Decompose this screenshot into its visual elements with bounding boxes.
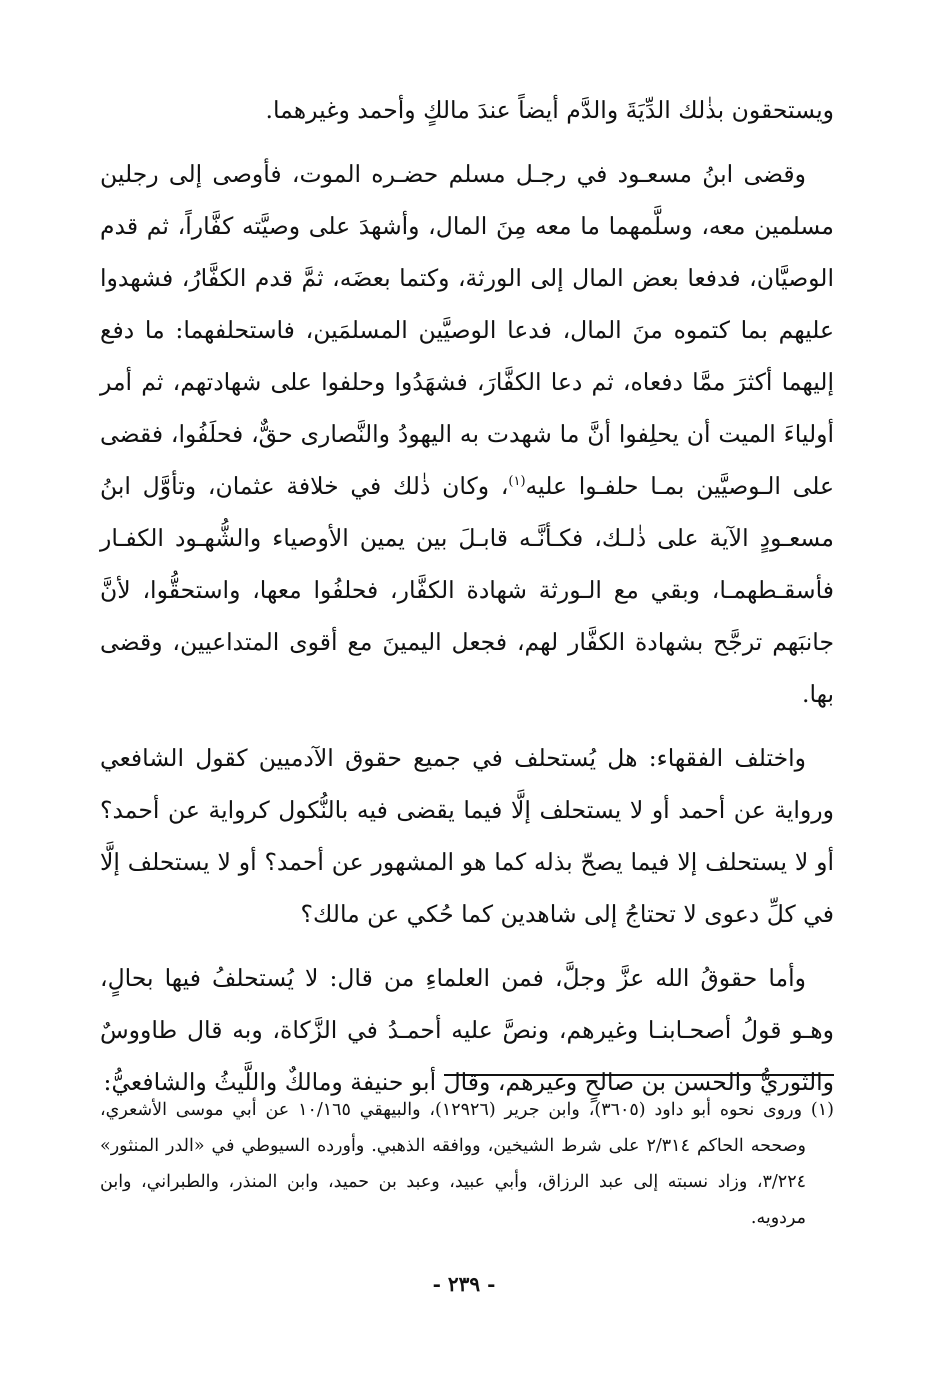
paragraph-3 [100,732,834,940]
footnote-marker: (١) [508,474,526,490]
paragraph-2-text: وقضى ابنُ مسعـود في رجـل مسلم حضـره الموت، فأوصى إلى رجلين مسلمين معه، وسلَّمهما ما معه مِنَ المال، وأشهدَ على وصيَّته كفَّاراً، ثم قدم الوصيَّان، فدفعا بعض المال إلى الورثة، وكتما بعضَه، ثمَّ قدم الكفَّارُ، فشهدوا عليهم بما كتموه منَ المال، فدعا الوصيَّين المسلمَين، فاستحلفهما: ما دفع إليهما أكثرَ ممَّا دفعاه، ثم دعا الكفَّارَ، فشهَدُوا وحلفوا على شهادتهم، ثم أمر أولياءَ الميت أن يحلِفوا أنَّ ما شهدت به اليهودُ والنَّصارى حقٌّ، فحلَفُوا، فقضى على الـوصيَّين بمـا حلفـوا عليه [100,160,835,500]
footnote-divider [444,1074,834,1076]
page-number: - ٢٣٩ - [432,1272,496,1296]
paragraph-1 [100,84,834,136]
paragraph-2-continued-text: ، وكان ذٰلك في خلافة عثمان، وتأوَّل ابنُ مسعـودٍ الآية على ذٰلـك، فكـأنَّـه قابـلَ بين يمين الأوصياء والشُّهـود الكفـار فأسقـطهمـا، وبقي مع الـورثة شهادة الكفَّار، فحلفُوا معها، واستحقُّوا، لأنَّ جانبَهم ترجَّح بشهادة الكفَّار لهم، فجعل اليمينَ مع أقوى المتداعيين، وقضى بها. [100,472,834,708]
paragraph-4-text: وأما حقوقُ الله عزَّ وجلَّ، فمن العلماءِ من قال: لا يُستحلفُ فيها بحالٍ، وهـو قولُ أصحـابنـا وغيرهم، ونصَّ عليه أحمـدُ في الزَّكاة، وبه قال طاووسٌ والثوريُّ والحسن بن صالحٍ وغيرهم، وقال أبو حنيفة ومالكٌ واللَّيثُ والشافعيُّ: [100,964,834,1096]
paragraph-1-text: ويستحقون بذٰلك الدِّيَةَ والدَّم أيضاً عندَ مالكٍ وأحمد وغيرهما. [265,96,834,124]
main-text [100,84,834,1108]
paragraph-2 [100,148,834,720]
paragraph-3-text: واختلف الفقهاء: هل يُستحلف في جميع حقوق الآدميين كقول الشافعي ورواية عن أحمد أو لا يستحلف إلَّا فيما يقضى فيه بالنُّكول كرواية عن أحمد؟ أو لا يستحلف إلا فيما يصحّ بذله كما هو المشهور عن أحمد؟ أو لا يستحلف إلَّا في كلِّ دعوى لا تحتاجُ إلى شاهدين كما حُكي عن مالك؟ [100,744,834,928]
footnotes [100,1092,834,1236]
paragraph-4 [100,952,834,1108]
footnote-1: (١) وروى نحوه أبو داود (٣٦٠٥)، وابن جرير (١٢٩٢٦)، والبيهقي ١٠/١٦٥ عن أبي موسى الأشعري، وصححه الحاكم ٢/٣١٤ على شرط الشيخين، ووافقه الذهبي. وأورده السيوطي في «الدر المنثور» ٣/٢٢٤، وزاد نسبته إلى عبد الرزاق، وأبي عبيد، وعبد بن حميد، وابن المنذر، والطبراني، وابن مردويه. [100,1100,834,1228]
